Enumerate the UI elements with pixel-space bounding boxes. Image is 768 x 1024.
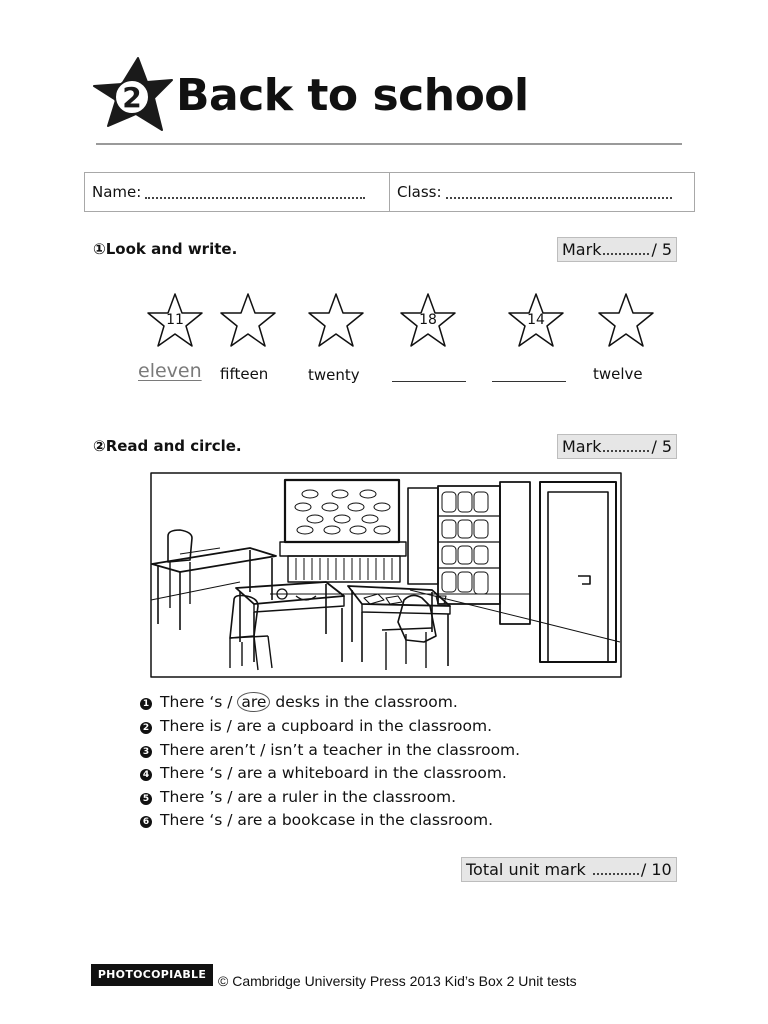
- section1-mark-total: / 5: [651, 240, 673, 259]
- bullet-5: 5: [140, 793, 152, 805]
- section2-mark-total: / 5: [651, 437, 673, 456]
- class-dotted-line: [446, 195, 672, 199]
- total-mark-out-of: / 10: [640, 860, 672, 879]
- number-word: fifteen: [220, 365, 269, 383]
- star-icon: [309, 294, 363, 346]
- unit-number-star-icon: [92, 56, 174, 134]
- number-word: twelve: [593, 365, 643, 383]
- star-2: [219, 292, 277, 348]
- bullet-3: 3: [140, 746, 152, 758]
- bullet-2: 2: [140, 722, 152, 734]
- page-title: Back to school: [176, 70, 529, 121]
- sentence-1: 1 There ‘s / are desks in the classroom.: [140, 693, 458, 711]
- unit-number: 2: [122, 81, 142, 114]
- class-field[interactable]: [389, 173, 694, 211]
- circled-answer: are: [237, 692, 270, 712]
- name-class-box: [84, 172, 695, 212]
- bullet-6: 6: [140, 816, 152, 828]
- name-label: Name:: [92, 183, 142, 201]
- bullet-4: 4: [140, 769, 152, 781]
- sentence-5[interactable]: 5 There ’s / are a ruler in the classroom.: [140, 788, 456, 806]
- title-divider: [96, 143, 682, 145]
- name-dotted-line: [145, 195, 365, 199]
- section1-mark-label: Mark: [562, 240, 602, 259]
- sentence-2[interactable]: 2 There is / are a cupboard in the classroom.: [140, 717, 492, 735]
- sentence-3[interactable]: 3 There aren’t / isn’t a teacher in the classroom.: [140, 741, 520, 759]
- total-mark-label: Total unit mark: [466, 860, 586, 879]
- star-number: 18: [419, 312, 437, 328]
- classroom-illustration-icon: [150, 472, 622, 678]
- answer-blank-18[interactable]: [392, 381, 466, 382]
- class-label: Class:: [397, 183, 442, 201]
- example-answer: eleven: [138, 360, 202, 382]
- star-icon: [221, 294, 275, 346]
- star-number: 11: [166, 312, 184, 328]
- star-4: [399, 292, 457, 348]
- answer-blank-14[interactable]: [492, 381, 566, 382]
- name-field[interactable]: [85, 173, 389, 211]
- sentence-6[interactable]: 6 There ‘s / are a bookcase in the classroom.: [140, 811, 493, 829]
- star-5: [507, 292, 565, 348]
- bullet-1: 1: [140, 698, 152, 710]
- section1-heading: ①Look and write.: [93, 240, 238, 258]
- total-mark-box: [461, 857, 677, 882]
- section1-mark-box: [557, 237, 677, 262]
- copyright-text: © Cambridge University Press 2013 Kid’s Box 2 Unit tests: [218, 973, 577, 989]
- photocopiable-badge: PHOTOCOPIABLE: [91, 964, 213, 986]
- star-number: 14: [527, 312, 545, 328]
- sentence-4[interactable]: 4 There ‘s / are a whiteboard in the classroom.: [140, 764, 507, 782]
- star-icon: [599, 294, 653, 346]
- number-word: twenty: [308, 366, 360, 384]
- star-1: [146, 292, 204, 348]
- star-3: [307, 292, 365, 348]
- section2-mark-label: Mark: [562, 437, 602, 456]
- section2-mark-box: [557, 434, 677, 459]
- star-6: [597, 292, 655, 348]
- section2-heading: ②Read and circle.: [93, 437, 242, 455]
